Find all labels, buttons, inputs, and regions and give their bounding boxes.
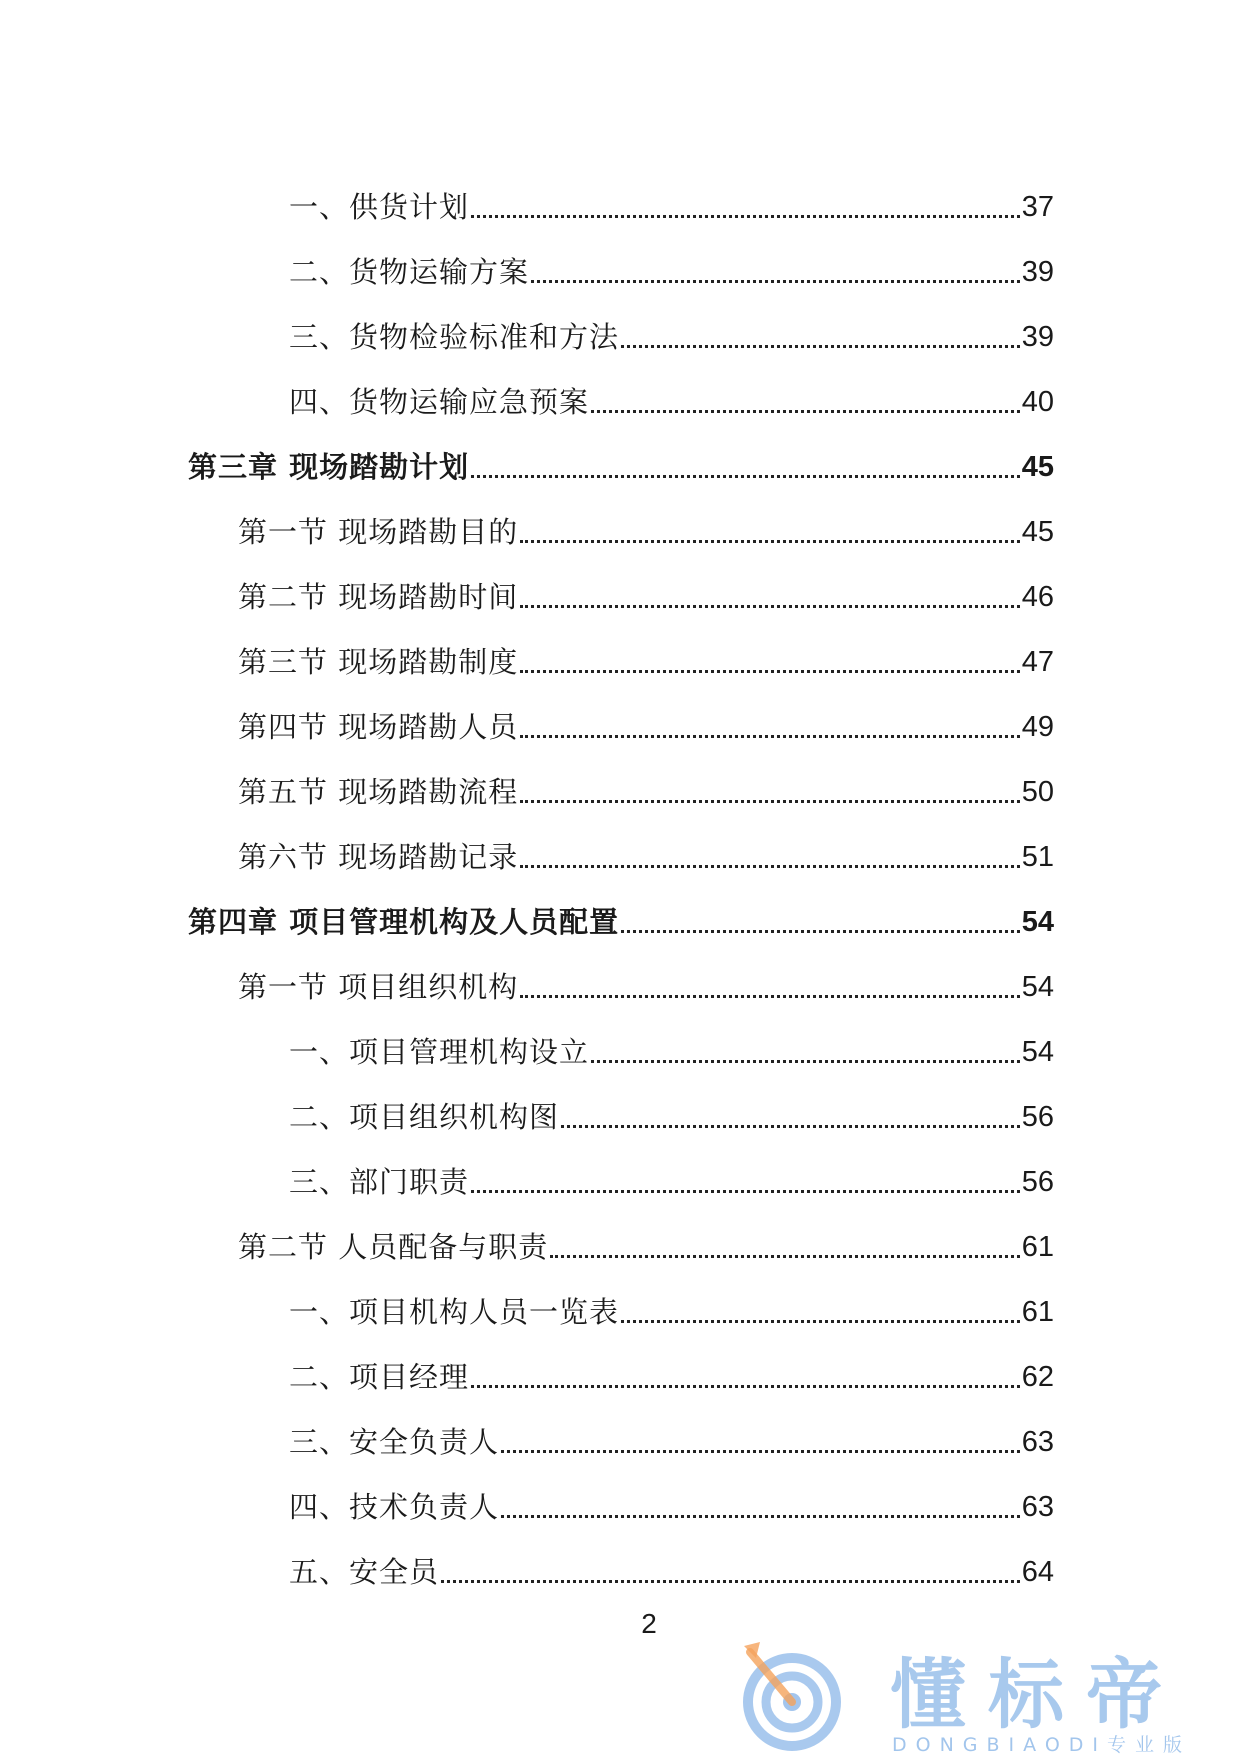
toc-dot-leader bbox=[621, 930, 1020, 933]
toc-dot-leader bbox=[520, 800, 1020, 803]
toc-entry-title: 三、货物检验标准和方法 bbox=[289, 320, 620, 354]
toc-dot-leader bbox=[520, 865, 1020, 868]
toc-entry-page: 45 bbox=[1021, 516, 1054, 548]
toc-entry-page: 54 bbox=[1021, 1036, 1054, 1068]
toc-entry-page: 62 bbox=[1021, 1361, 1054, 1393]
toc-entry-title: 第二节 现场踏勘时间 bbox=[238, 580, 519, 614]
toc-entry[interactable] bbox=[0, 355, 1241, 420]
toc-entry-title: 四、货物运输应急预案 bbox=[289, 385, 590, 419]
toc-entry-page: 54 bbox=[1021, 971, 1054, 1003]
toc-entry-title: 一、项目管理机构设立 bbox=[289, 1035, 590, 1069]
toc-entry[interactable] bbox=[0, 1395, 1241, 1460]
toc-entry-title: 第二节 人员配备与职责 bbox=[238, 1230, 549, 1264]
toc-entry[interactable] bbox=[0, 420, 1241, 485]
toc-entry-title: 一、供货计划 bbox=[289, 190, 470, 224]
toc-dot-leader bbox=[471, 1190, 1020, 1193]
toc-entry[interactable] bbox=[0, 1135, 1241, 1200]
toc-entry-title: 第三节 现场踏勘制度 bbox=[238, 645, 519, 679]
toc-entry[interactable] bbox=[0, 225, 1241, 290]
toc-entry-page: 49 bbox=[1021, 711, 1054, 743]
toc-entry[interactable] bbox=[0, 1265, 1241, 1330]
toc-entry-title: 第四章 项目管理机构及人员配置 bbox=[188, 905, 620, 939]
toc-dot-leader bbox=[520, 540, 1020, 543]
toc-entry-title: 第三章 现场踏勘计划 bbox=[188, 450, 470, 484]
toc-entry[interactable] bbox=[0, 810, 1241, 875]
toc-dot-leader bbox=[471, 1385, 1020, 1388]
toc-entry-title: 三、安全负责人 bbox=[289, 1425, 500, 1459]
toc-entry-title: 第六节 现场踏勘记录 bbox=[238, 840, 519, 874]
toc-dot-leader bbox=[471, 475, 1020, 478]
toc-entry-page: 56 bbox=[1021, 1101, 1054, 1133]
toc-entry[interactable] bbox=[0, 485, 1241, 550]
toc-entry-page: 61 bbox=[1021, 1231, 1054, 1263]
toc-dot-leader bbox=[621, 345, 1020, 348]
toc-entry-title: 第五节 现场踏勘流程 bbox=[238, 775, 519, 809]
toc-dot-leader bbox=[550, 1255, 1020, 1258]
toc-dot-leader bbox=[561, 1125, 1020, 1128]
target-logo-icon bbox=[740, 1632, 865, 1754]
toc-entry-page: 61 bbox=[1021, 1296, 1054, 1328]
toc-entry-title: 四、技术负责人 bbox=[289, 1490, 500, 1524]
toc-entry-page: 50 bbox=[1021, 776, 1054, 808]
toc-dot-leader bbox=[520, 735, 1020, 738]
toc-dot-leader bbox=[531, 280, 1020, 283]
toc-entry[interactable] bbox=[0, 1330, 1241, 1395]
toc-entry-page: 39 bbox=[1021, 321, 1054, 353]
toc-entry-title: 二、项目组织机构图 bbox=[289, 1100, 560, 1134]
watermark-subtitle: DONGBIAODI专业版 bbox=[892, 1734, 1192, 1756]
toc-entry[interactable] bbox=[0, 160, 1241, 225]
toc-entry-title: 第四节 现场踏勘人员 bbox=[238, 710, 519, 744]
toc-entry-page: 46 bbox=[1021, 581, 1054, 613]
page-number: 2 bbox=[641, 1608, 657, 1639]
toc-entry[interactable] bbox=[0, 1200, 1241, 1265]
toc-entry-title: 五、安全员 bbox=[289, 1555, 440, 1589]
toc-entry[interactable] bbox=[0, 745, 1241, 810]
toc-entry-title: 一、项目机构人员一览表 bbox=[289, 1295, 620, 1329]
toc-dot-leader bbox=[621, 1320, 1020, 1323]
table-of-contents bbox=[0, 160, 1241, 1590]
watermark bbox=[740, 1632, 1220, 1754]
toc-entry-page: 56 bbox=[1021, 1166, 1054, 1198]
toc-entry-page: 45 bbox=[1021, 451, 1054, 483]
toc-entry[interactable] bbox=[0, 1460, 1241, 1525]
toc-entry-page: 40 bbox=[1021, 386, 1054, 418]
toc-entry[interactable] bbox=[0, 875, 1241, 940]
toc-entry[interactable] bbox=[0, 1525, 1241, 1590]
toc-entry[interactable] bbox=[0, 615, 1241, 680]
toc-dot-leader bbox=[501, 1450, 1020, 1453]
toc-entry[interactable] bbox=[0, 680, 1241, 745]
toc-entry-title: 第一节 现场踏勘目的 bbox=[238, 515, 519, 549]
toc-entry-page: 39 bbox=[1021, 256, 1054, 288]
toc-entry-title: 第一节 项目组织机构 bbox=[238, 970, 519, 1004]
toc-dot-leader bbox=[520, 670, 1020, 673]
toc-dot-leader bbox=[501, 1515, 1020, 1518]
toc-entry-title: 二、项目经理 bbox=[289, 1360, 470, 1394]
toc-entry-title: 二、货物运输方案 bbox=[289, 255, 530, 289]
toc-dot-leader bbox=[471, 215, 1020, 218]
toc-entry[interactable] bbox=[0, 290, 1241, 355]
toc-entry[interactable] bbox=[0, 1070, 1241, 1135]
toc-entry-title: 三、部门职责 bbox=[289, 1165, 470, 1199]
toc-dot-leader bbox=[520, 995, 1020, 998]
toc-dot-leader bbox=[591, 410, 1020, 413]
toc-entry-page: 64 bbox=[1021, 1556, 1054, 1588]
toc-entry-page: 37 bbox=[1021, 191, 1054, 223]
toc-entry[interactable] bbox=[0, 1005, 1241, 1070]
toc-entry-page: 63 bbox=[1021, 1491, 1054, 1523]
toc-dot-leader bbox=[591, 1060, 1020, 1063]
toc-dot-leader bbox=[520, 605, 1020, 608]
toc-entry-page: 54 bbox=[1021, 906, 1054, 938]
toc-entry-page: 51 bbox=[1021, 841, 1054, 873]
toc-dot-leader bbox=[441, 1580, 1020, 1583]
toc-entry[interactable] bbox=[0, 550, 1241, 615]
watermark-brand: 懂标帝 bbox=[890, 1650, 1184, 1739]
toc-entry[interactable] bbox=[0, 940, 1241, 1005]
toc-entry-page: 47 bbox=[1021, 646, 1054, 678]
toc-entry-page: 63 bbox=[1021, 1426, 1054, 1458]
